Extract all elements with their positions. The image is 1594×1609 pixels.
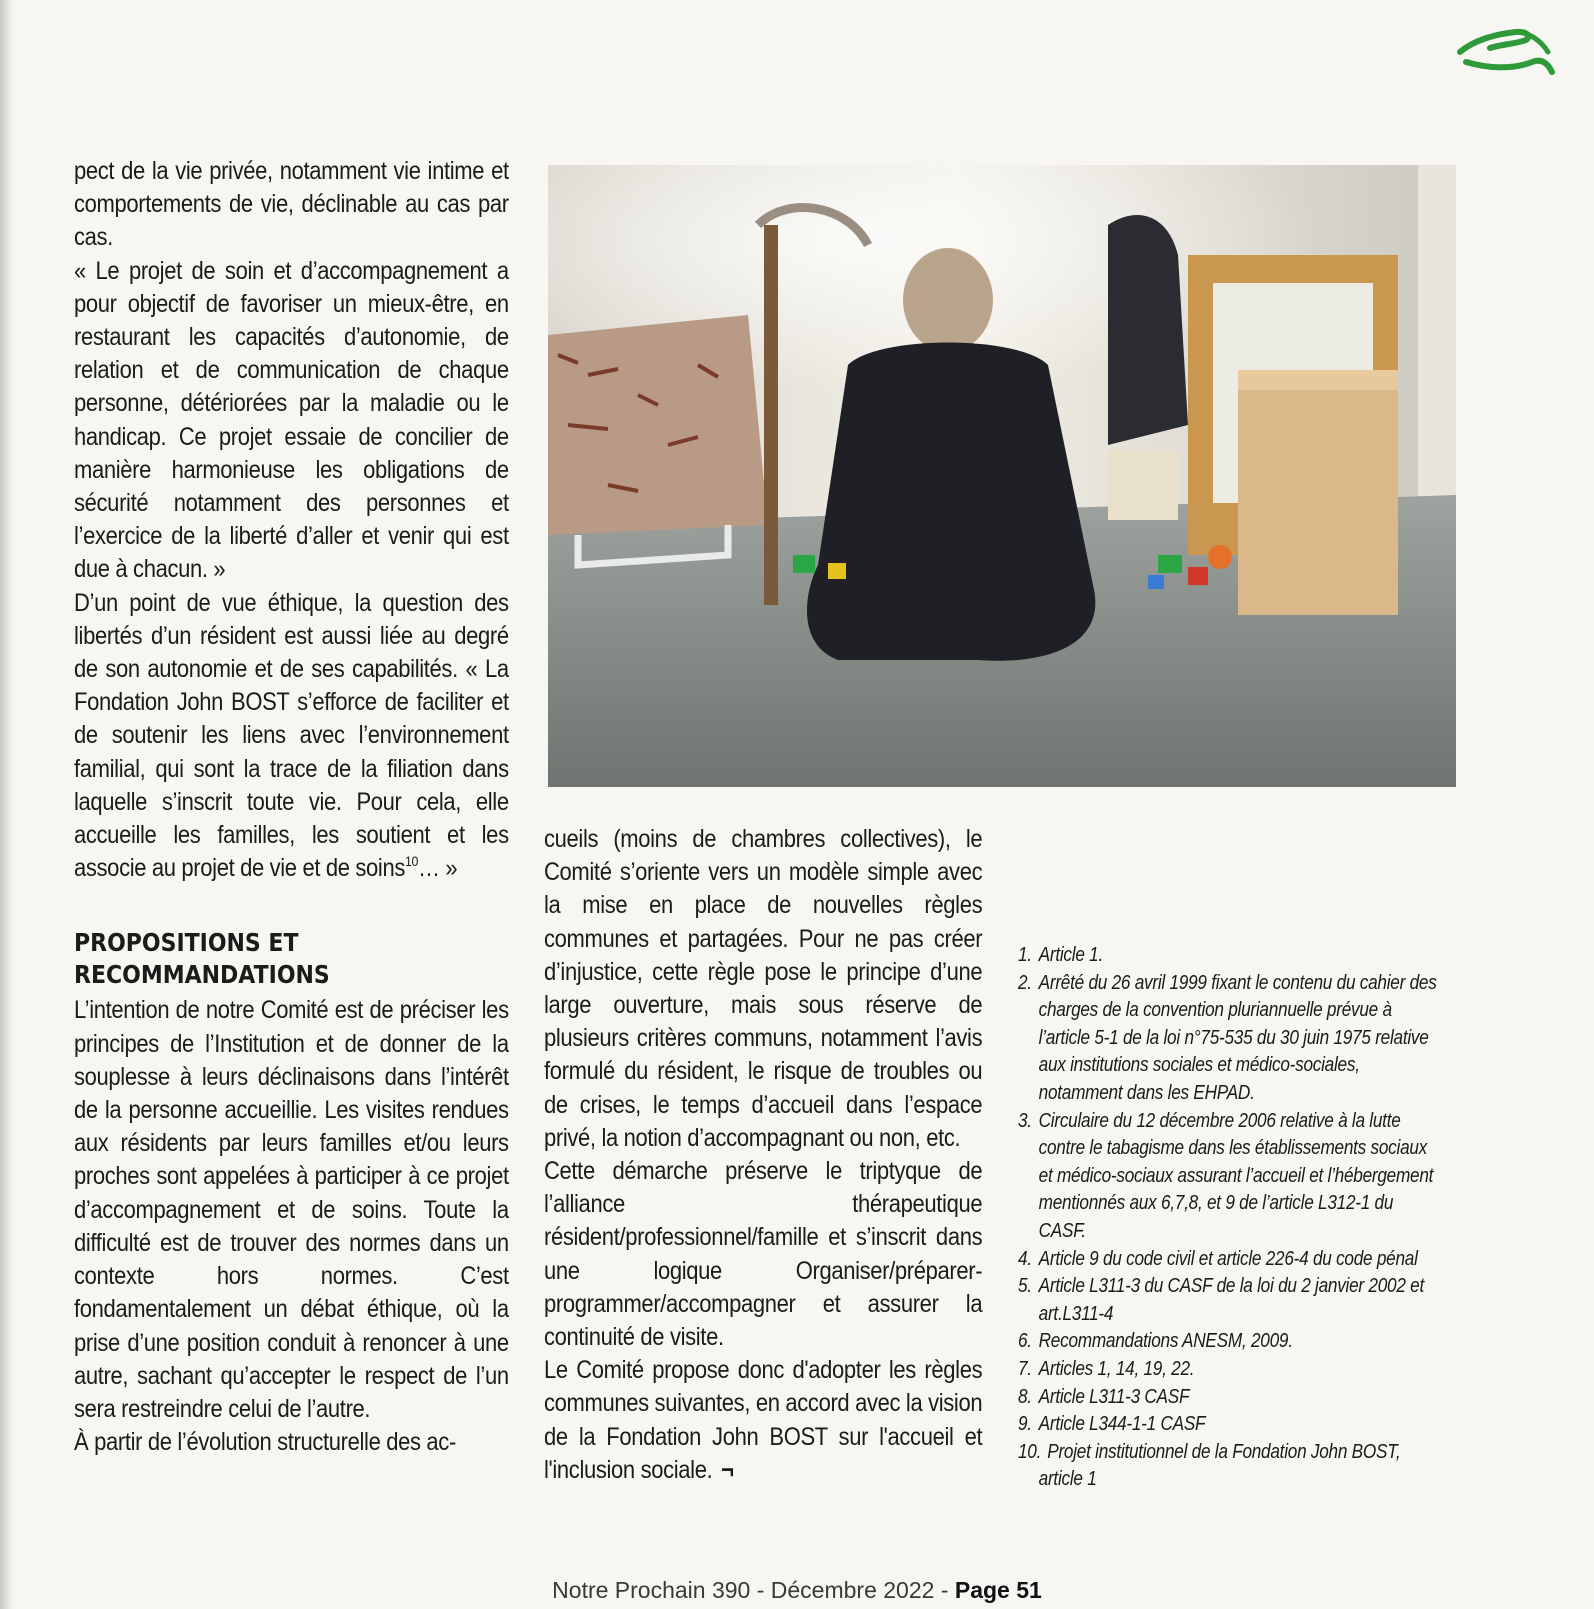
footnote-text: Article 1. <box>1038 944 1103 966</box>
footnote-text: Arrêté du 26 avril 1999 fixant le contenu du cahier des charges de la convention pluriannuelle prévue à l’article 5-1 de la loi n°75-535 du 30 juin 1975 relative aux institutions sociales et médico-sociales, notamment dans les EHPAD. <box>1038 971 1437 1104</box>
paragraph: pect de la vie privée, notamment vie intime et comportements de vie, déclinable au cas par cas. <box>74 157 509 252</box>
footnote-number: 4. <box>1018 1247 1032 1270</box>
page-number: Page 51 <box>954 1577 1042 1603</box>
footnote-list <box>1018 942 1438 1494</box>
paragraph-text: Le Comité propose donc d'adopter les règles communes suivantes, en accord avec la vision de la Fondation John BOST sur l'accueil et l'inclusion sociale. <box>544 1356 983 1484</box>
footnote-text: Article L344-1-1 CASF <box>1038 1413 1206 1436</box>
paragraph: L’intention de notre Comité est de préciser les principes de l’Institution et de donner de la souplesse à leurs déclinaisons dans l’intérêt de la personne accueillie. Les visites rendues aux résidents par leurs familles et/ou leurs proches sont appelées à participer à ce projet d’accompagnement et de soins. Toute la difficulté est de trouver des normes dans un contexte hors normes. C’est fondamentalement un débat éthique, où la prise d’une position conduit à renoncer à une autre, sachant qu’accepter le respect de l’un sera restreindre celui de l’autre. <box>74 996 509 1423</box>
footnote-item <box>1018 1356 1438 1384</box>
left-column <box>74 155 509 1459</box>
footnote-text: Projet institutionnel de la Fondation John BOST, article 1 <box>1038 1440 1401 1491</box>
footnote-number: 8. <box>1018 1385 1032 1408</box>
middle-column <box>544 823 982 1487</box>
footnotes <box>1018 942 1438 1494</box>
footnote-reference: 10 <box>404 853 418 870</box>
footnote-item <box>1018 1439 1438 1494</box>
paragraph-text: D’un point de vue éthique, la question des libertés d’un résident est aussi liée au degré de son autonomie et de ses capabilités. « La Fondation John BOST s’efforce de faciliter et de soutenir les liens avec l’environnement familial, qui sont la trace de la filiation dans laquelle s’inscrit toute vie. Pour cela, elle accueille les familles, les soutient et les associe au projet de vie et de soins <box>74 588 509 883</box>
hand-logo-icon <box>1456 22 1556 78</box>
footnote-number: 6. <box>1018 1330 1032 1353</box>
photo-illustration <box>548 165 1456 787</box>
footnote-item <box>1018 1328 1438 1356</box>
footnote-number: 9. <box>1018 1413 1032 1436</box>
paragraph: « Le projet de soin et d’accompagnement a pour objectif de favoriser un mieux-être, en restaurant les capacités d’autonomie, de relation et de communication de chaque personne, détériorées par la maladie ou le handicap. Ce projet essaie de concilier de manière harmonieuse les obligations de sécurité notamment des personnes et l’exercice de la liberté d’aller et venir qui est due à chacun. » <box>74 256 509 584</box>
paragraph-end: … » <box>417 854 458 883</box>
footnote-number: 5. <box>1018 1275 1032 1298</box>
photo-resident-sitting-on-floor <box>548 165 1456 787</box>
paragraph: Cette démarche préserve le triptyque de l’alliance thérapeutique résident/professionnel/famille et s’inscrit dans une logique Organiser/préparer-programmer/accompagner et assurer la continuité de visite. <box>544 1157 983 1352</box>
heading-line: PROPOSITIONS ET <box>74 928 299 958</box>
footnote-number: 7. <box>1018 1357 1032 1380</box>
footnote-item <box>1018 1273 1438 1328</box>
footnote-text: Article 9 du code civil et article 226-4 du code pénal <box>1038 1247 1418 1270</box>
footnote-number: 1. <box>1018 944 1032 966</box>
footnote-text: Article L311-3 CASF <box>1038 1385 1190 1408</box>
footnote-text: Circulaire du 12 décembre 2006 relative à la lutte contre le tabagisme dans les établissements sociaux et médico-sociaux assurant l’accueil et l’hébergement mentionnés aux 6,7,8, et 9 de l’article L312-1 du CASF. <box>1038 1109 1434 1242</box>
paragraph: cueils (moins de chambres collectives), le Comité s’oriente vers un modèle simple avec la mise en place de nouvelles règles communes et partagées. Pour ne pas créer d’injustice, cette règle pose le principe d’une large ouverture, mais sous réserve de plusieurs critères communs, notamment l’avis formulé du résident, le risque de troubles ou de crises, le temps d’accueil dans l’espace privé, la notion d’accompagnant ou non, etc. <box>544 825 983 1152</box>
footnote-item <box>1018 1411 1438 1439</box>
paragraph <box>544 1354 982 1487</box>
footnote-text: Article L311-3 du CASF de la loi du 2 janvier 2002 et art.L311-4 <box>1038 1275 1425 1325</box>
footnote-number: 2. <box>1018 971 1032 994</box>
footnote-text: Articles 1, 14, 19, 22. <box>1038 1357 1195 1380</box>
footnote-item <box>1018 942 1438 970</box>
footnote-item <box>1018 1384 1438 1412</box>
scan-edge <box>0 0 14 1609</box>
heading-line: RECOMMANDATIONS <box>74 960 330 990</box>
footnote-item <box>1018 1108 1438 1246</box>
section-heading <box>74 927 509 991</box>
end-of-article-mark: ¬ <box>721 1455 734 1484</box>
footnote-number: 3. <box>1018 1109 1032 1132</box>
paragraph: À partir de l’évolution structurelle des ac- <box>74 1428 456 1457</box>
footer-publication: Notre Prochain 390 - Décembre 2022 - <box>552 1577 949 1603</box>
footnote-item <box>1018 1246 1438 1274</box>
page-footer <box>0 1577 1594 1604</box>
footnote-item <box>1018 970 1438 1108</box>
footnote-text: Recommandations ANESM, 2009. <box>1038 1330 1293 1353</box>
paragraph <box>74 587 509 886</box>
footnote-number: 10. <box>1018 1440 1042 1463</box>
